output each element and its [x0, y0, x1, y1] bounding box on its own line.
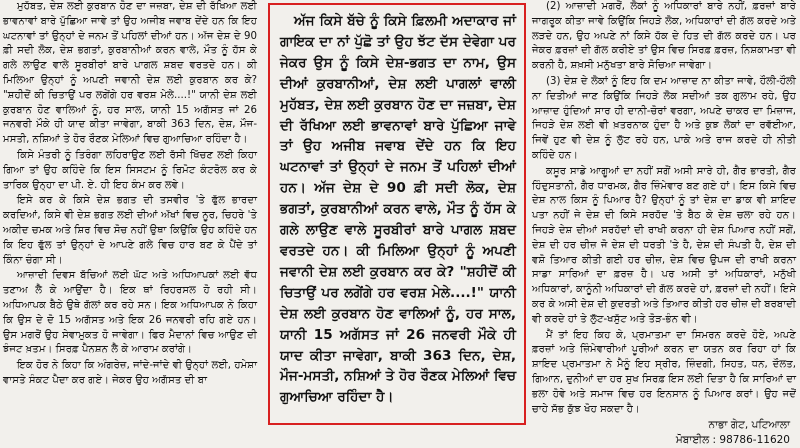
left-paragraph-5: ਇਕ ਹੋਰ ਨੇ ਕਿਹਾ ਕਿ ਅੰਗਰੇਜ਼, ਜਾਂਦੇ-ਜਾਂਦੇ ਵੀ ਉਨ੍ਹਾਂ ਲਈ, ਹਮੇਸ਼ਾ ਵਾਸਤੇ ਸੰਕਟ ਪੈਦਾ ਕਰ ਗਏ। ਜੇਕਰ ਉਹ ਅਗੱਸਤ ਦੀ ਬਾ: [3, 360, 257, 386]
right-paragraph-1: (2) ਆਜ਼ਾਦੀ ਮਗਰੋਂ, ਲੋਕਾਂ ਨੂੰ ਅਧਿਕਾਰਾਂ ਬਾਰੇ ਨਹੀਂ, ਫ਼ਰਜ਼ਾਂ ਬਾਰੇ ਜਾਗਰੂਕ ਕੀਤਾ ਜਾਵੇ ਕਿਉਂਕਿ ਜਿਹੜੇ ਲੋਕ, ਅਧਿਕਾਰਾਂ ਦੀ ਗੱਲ ਕਰਦੇ ਅਤੇ ਲੜਦੇ ਹਨ, ਉਹ ਅਪਣੇ ਨਾਂ ਕਿਸੇ ਹੱਕ ਦੇ ਹਿਤ ਦੀ ਗੱਲ ਕਰਦੇ ਹਨ। ਪਰ ਜੇਕਰ ਫ਼ਰਜ਼ਾਂ ਦੀ ਗੱਲ ਕਰੀਏ ਤਾਂ ਉਸ ਵਿਚ ਸਿਰਫ਼ ਫ਼ਰਜ਼, ਨਿਸ਼ਕਾਮਤਾ ਵੀ ਕਰਨੀ ਹੈ, ਸ਼ਖ਼ਸੀ ਮਨੁੱਖਤਾ ਬਾਰੇ ਸੋਚਿਆ ਜਾਵੇਗਾ।: [532, 1, 796, 72]
author-place: ਨਾਭਾ ਗੇਟ, ਪਟਿਆਲਾ: [708, 419, 790, 432]
left-paragraph-1: ਮੁਹੱਬਤ, ਦੇਸ਼ ਲਈ ਕੁਰਬਾਨ ਹੋਣ ਦਾ ਜਜ਼ਬਾ, ਦੇਸ਼ ਦੀ ਰੱਖਿਆ ਲਈ ਭਾਵਨਾਵਾਂ ਬਾਰੇ ਪੁੱਛਿਆ ਜਾਵੇ ਤਾਂ ਉਹ ਅਜੀਬ ਜਵਾਬ ਦੇਂਦੇ ਹਨ ਕਿ ਇਹ ਘਟਨਾਵਾਂ ਤਾਂ ਉਨ੍ਹਾਂ ਦੇ ਜਨਮ ਤੋਂ ਪਹਿਲਾਂ ਦੀਆਂ ਹਨ। ਅੱਜ ਦੇਸ਼ ਦੇ 90 ਫ਼ੀ ਸਦੀ ਲੋਕ, ਦੇਸ਼ ਭਗਤਾਂ, ਕੁਰਬਾਨੀਆਂ ਕਰਨ ਵਾਲੇ, ਮੌਤ ਨੂੰ ਹੱਸ ਕੇ ਗਲੇ ਲਾਉਣ ਵਾਲੇ ਸੂਰਬੀਰਾਂ ਬਾਰੇ ਪਾਗਲ ਸ਼ਬਦ ਵਰਤਦੇ ਹਨ। ਕੀ ਮਿਲਿਆ ਉਨ੍ਹਾਂ ਨੂੰ ਅਪਣੀ ਜਵਾਨੀ ਦੇਸ਼ ਲਈ ਕੁਰਬਾਨ ਕਰ ਕੇ? "ਸ਼ਹੀਦੋਂ ਕੀ ਚਿਤਾਉਂ ਪਰ ਲਗੇਂਗੇ ਹਰ ਵਰਸ਼ ਮੇਲੇ....!" ਯਾਨੀ ਦੇਸ਼ ਲਈ ਕੁਰਬਾਨ ਹੋਣ ਵਾਲਿਆਂ ਨੂੰ, ਹਰ ਸਾਲ, ਯਾਨੀ 15 ਅਗੱਸਤ ਜਾਂ 26 ਜਨਵਰੀ ਮੌਕੇ ਹੀ ਯਾਦ ਕੀਤਾ ਜਾਵੇਗਾ, ਬਾਕੀ 363 ਦਿਨ, ਦੇਸ਼, ਮੌਜ-ਮਸਤੀ, ਨਸ਼ਿਆਂ ਤੇ ਹੋਰ ਰੌਣਕ ਮੇਲਿਆਂ ਵਿਚ ਗੁਆਚਿਆ ਰਹਿੰਦਾ ਹੈ।: [3, 1, 257, 146]
highlight-box: [268, 3, 526, 425]
right-paragraph-4: ਮੈਂ ਤਾਂ ਇਹ ਕਿਹ ਕੇ, ਪ੍ਰਮਾਤਮਾ ਦਾ ਸਿਮਰਨ ਕਰਦੇ ਹੋਏ, ਅਪਣੇ ਫ਼ਰਜ਼ਾਂ ਅਤੇ ਜ਼ਿੰਮੇਵਾਰੀਆਂ ਪੂਰੀਆਂ ਕਰਨ ਦਾ ਯਤਨ ਕਰ ਰਿਹਾ ਹਾਂ ਕਿ ਸ਼ਾਇਦ ਪ੍ਰਮਾਤਮਾ ਨੇ ਮੈਨੂੰ ਇਹ ਸ੍ਰੀਰ, ਜ਼ਿੰਦਗੀ, ਸਿਹਤ, ਧਨ, ਦੌਲਤ, ਗਿਆਨ, ਦੁਨੀਆਂ ਦਾ ਹਰ ਸੁਖ ਸਿਰਫ਼ ਇਸ ਲਈ ਦਿਤਾ ਹੈ ਕਿ ਸਾਰਿਆਂ ਦਾ ਭਲਾ ਹੋਵੇ ਅਤੇ ਸਮਾਜ ਵਿਚ ਹਰ ਇਨਸਾਨ ਨੂੰ ਪਿਆਰ ਕਰਾਂ। ਉਹ ਜਦੋਂ ਚਾਹੇ ਸੱਭ ਕੁੱਝ ਖੋਹ ਸਕਦਾ ਹੈ।: [532, 329, 796, 415]
author-signature: [532, 418, 790, 448]
right-paragraph-3: ਕਸੂਰ ਸਾਡੇ ਆਗੂਆਂ ਦਾ ਨਹੀਂ ਸਗੋਂ ਅਸੀ ਸਾਰੇ ਹੀ, ਗੈਰ ਭਾਰਤੀ, ਗੈਰ ਹਿੰਦੁਸਤਾਨੀ, ਗੈਰ ਧਾਰਮਕ, ਗੈਰ ਜ਼ਿੰਮੇਵਾਰ ਬਣ ਗਏ ਹਾਂ। ਇਸ ਕਿਸੇ ਵਿਚ ਦੇਸ਼ ਨਾਲ ਕਿਸ ਨੂੰ ਪਿਆਰ ਹੈ? ਉਨ੍ਹਾਂ ਨੂੰ ਤਾਂ ਦੇਸ਼ ਦਾ ਡਾਕ ਵੀ ਸ਼ਾਇਦ ਪਤਾ ਨਹੀਂ ਜੇ ਦੇਸ਼ ਦੀ ਕਿਸੇ ਸਰਹੱਦ 'ਤੇ ਬੈਠ ਕੇ ਦੇਸ਼ ਚਲਾ ਰਹੇ ਹਨ। ਜਿਹੜੇ ਦੇਸ਼ ਦੀਆਂ ਸਰਹੱਦਾਂ ਦੀ ਰਾਖੀ ਕਰਨਾ ਹੀ ਦੇਸ਼ ਪਿਆਰ ਨਹੀਂ ਸਗੋਂ, ਦੇਸ਼ ਦੀ ਹਰ ਚੀਜ਼ ਜੋ ਦੇਸ਼ ਦੀ ਧਰਤੀ 'ਤੇ ਹੈ, ਦੇਸ਼ ਦੀ ਸੰਪਤੀ ਹੈ, ਦੇਸ਼ ਦੀ ਵਸ਼ੋ ਤਿਆਰ ਕੀਤੀ ਗਈ ਹਰ ਚੀਜ਼, ਦੇਸ਼ ਵਿਚ ਉਪਜ ਦੀ ਰਾਖੀ ਕਰਨਾ ਸਾਡਾ ਸਾਰਿਆਂ ਦਾ ਫ਼ਰਜ਼ ਹੈ। ਪਰ ਅਸੀ ਤਾਂ ਅਧਿਕਾਰਾਂ, ਮਨੁੱਖੀ ਅਧਿਕਾਰਾਂ, ਕਾਨੂੰਨੀ ਅਧਿਕਾਰਾਂ ਦੀ ਗੱਲ ਕਰਦੇ ਹਾਂ, ਫ਼ਰਜ਼ਾਂ ਦੀ ਨਹੀਂ। ਇਸੇ ਕਰ ਕੇ ਅਸੀ ਦੇਸ਼ ਦੀ ਕੁਦਰਤੀ ਅਤੇ ਤਿਆਰ ਕੀਤੀ ਹਰ ਚੀਜ਼ ਦੀ ਬਰਬਾਦੀ ਵੀ ਕਰਦੇ ਹਾਂ ਤੇ ਲੁੱਟ-ਖਸੁੱਟ ਅਤੇ ਤੋੜ-ਭੰਨ ਵੀ।: [532, 165, 796, 325]
right-column: [532, 0, 796, 447]
left-paragraph-2: ਕਿਸੇ ਮੰਤਰੀ ਨੂੰ ਤਿਰੰਗਾ ਲਹਿਰਾਉਣ ਲਈ ਰੱਸੀ ਖਿੱਚਣ ਲਈ ਕਿਹਾ ਗਿਆ ਤਾਂ ਉਹ ਕਹਿੰਦੇ ਕਿ ਇਸ ਸਿਸਟਮ ਨੂੰ ਰਿਮੋਟ ਕੰਟਰੋਲ ਕਰ ਕੇ ਤਾਰਿਕ ਉਨ੍ਹਾ ਦਾ ਪੀ. ਏ. ਹੀ ਇਹ ਕੰਮ ਕਰ ਲਵੇ।: [3, 149, 257, 191]
author-mobile: ਮੋਬਾਈਲ : 98786-11620: [675, 434, 790, 447]
left-paragraph-4: ਆਜ਼ਾਦੀ ਦਿਵਸ ਬੱਚਿਆਂ ਲਈ ਘੱਟ ਅਤੇ ਅਧਿਆਪਕਾਂ ਲਈ ਵੱਧ ਤਣਾਅ ਲੈ ਕੇ ਆਉਂਦਾ ਹੈ। ਇਕ ਥਾਂ ਰਿਹਰਸਲ ਹੋ ਰਹੀ ਸੀ। ਅਧਿਆਪਕ ਬੈਠੇ ਉਥੇ ਗੱਲਾਂ ਕਰ ਰਹੇ ਸਨ। ਇਕ ਅਧਿਆਪਕ ਨੇ ਕਿਹਾ ਕਿ ਉਸ ਦੇ ਦੋ 15 ਅਗੱਸਤ ਅਤੇ ਇਕ 26 ਜਨਵਰੀ ਰਹਿ ਗਏ ਹਨ। ਉਸ ਮਗਰੋਂ ਉਹ ਸੇਵਾਮੁਕਤ ਹੋ ਜਾਵੇਗਾ। ਫਿਰ ਮੈਦਾਨਾਂ ਵਿਚ ਆਉਣ ਦੀ ਝੰਜਟ ਖ਼ਤਮ। ਸਿਰਫ਼ ਪੈਨਸ਼ਨ ਲੈ ਕੇ ਆਰਾਮ ਕਰਾਂਗੇ।: [3, 270, 257, 356]
left-paragraph-3: ਇਸੇ ਕਰ ਕੇ ਕਿਸੇ ਦੇਸ਼ ਭਗਤ ਦੀ ਤਸਵੀਰ 'ਤੇ ਫੁੱਲ ਭਾਰਦਾ ਕਰਦਿਆਂ, ਕਿਸੇ ਵੀ ਦੇਸ਼ ਭਗਤ ਲਈ ਦੀਆਂ ਅੱਖਾਂ ਵਿਚ ਨੂਰ, ਚਿਹਰੇ 'ਤੇ ਅਕੀਦ ਚਮਕ ਅਤੇ ਸ਼ਿਰ ਵਿਚ ਸੋਚ ਨਹੀਂ ਉਥਾ ਕਿਉਂਕਿ ਉਹ ਕਹਿੰਦੇ ਹਨ ਕਿ ਇਹ ਫੁੱਲ ਤਾਂ ਉਨ੍ਹਾਂ ਦੇ ਆਪਣੇ ਗਲੇ ਵਿਚ ਹਾਰ ਬਣ ਕੇ ਪੈਂਦੇ ਤਾਂ ਕਿੰਨਾ ਚੰਗਾ ਸੀ।: [3, 195, 257, 266]
left-column: [3, 0, 257, 430]
highlight-quote: ਅੱਜ ਕਿਸੇ ਬੱਚੇ ਨੂੰ ਕਿਸੇ ਫ਼ਿਲਮੀ ਅਦਾਕਾਰ ਜਾਂ ਗਾਇਕ ਦਾ ਨਾਂ ਪੁੱਛੋ ਤਾਂ ਉਹ ਝੱਟ ਦੱਸ ਦੇਵੇਗਾ ਪਰ ਜੇਕਰ ਉਸ ਨੂੰ ਕਿਸੇ ਦੇਸ਼-ਭਗਤ ਦਾ ਨਾਮ, ਉਸ ਦੀਆਂ ਕੁਰਬਾਨੀਆਂ, ਦੇਸ਼ ਲਈ ਪਾਗਲਾਂ ਵਾਲੀ ਮੁਹੱਬਤ, ਦੇਸ਼ ਲਈ ਕੁਰਬਾਨ ਹੋਣ ਦਾ ਜਜ਼ਬਾ, ਦੇਸ਼ ਦੀ ਰੱਖਿਆ ਲਈ ਭਾਵਨਾਵਾਂ ਬਾਰੇ ਪੁੱਛਿਆ ਜਾਵੇ ਤਾਂ ਉਹ ਅਜੀਬ ਜਵਾਬ ਦੇਂਦੇ ਹਨ ਕਿ ਇਹ ਘਟਨਾਵਾਂ ਤਾਂ ਉਨ੍ਹਾਂ ਦੇ ਜਨਮ ਤੋਂ ਪਹਿਲਾਂ ਦੀਆਂ ਹਨ। ਅੱਜ ਦੇਸ਼ ਦੇ 90 ਫ਼ੀ ਸਦੀ ਲੋਕ, ਦੇਸ਼ ਭਗਤਾਂ, ਕੁਰਬਾਨੀਆਂ ਕਰਨ ਵਾਲੇ, ਮੌਤ ਨੂੰ ਹੱਸ ਕੇ ਗਲੇ ਲਾਉਣ ਵਾਲੇ ਸੂਰਬੀਰਾਂ ਬਾਰੇ ਪਾਗਲ ਸ਼ਬਦ ਵਰਤਦੇ ਹਨ। ਕੀ ਮਿਲਿਆ ਉਨ੍ਹਾਂ ਨੂੰ ਅਪਣੀ ਜਵਾਨੀ ਦੇਸ਼ ਲਈ ਕੁਰਬਾਨ ਕਰ ਕੇ? "ਸ਼ਹੀਦੋਂ ਕੀ ਚਿਤਾਉਂ ਪਰ ਲਗੇਂਗੇ ਹਰ ਵਰਸ਼ ਮੇਲੇ....!" ਯਾਨੀ ਦੇਸ਼ ਲਈ ਕੁਰਬਾਨ ਹੋਣ ਵਾਲਿਆਂ ਨੂੰ, ਹਰ ਸਾਲ, ਯਾਨੀ 15 ਅਗੱਸਤ ਜਾਂ 26 ਜਨਵਰੀ ਮੌਕੇ ਹੀ ਯਾਦ ਕੀਤਾ ਜਾਵੇਗਾ, ਬਾਕੀ 363 ਦਿਨ, ਦੇਸ਼, ਮੌਜ-ਮਸਤੀ, ਨਸ਼ਿਆਂ ਤੇ ਹੋਰ ਰੌਣਕ ਮੇਲਿਆਂ ਵਿਚ ਗੁਆਚਿਆ ਰਹਿੰਦਾ ਹੈ।: [280, 13, 516, 406]
right-paragraph-2: (3) ਦੇਸ਼ ਦੇ ਲੋਕਾਂ ਨੂੰ ਇਹ ਕਿ ਦਮ ਆਜ਼ਾਦ ਨਾ ਕੀਤਾ ਜਾਵੇ, ਹੌਲੀ-ਹੌਲੀ ਨਾ ਦਿਤੀਆਂ ਜਾਣ ਕਿਉਂਕਿ ਜਿਹੜੇ ਲੋਕ ਸਦੀਆਂ ਤਕ ਗੁਲਾਮ ਰਹੇ, ਉਹ ਆਜ਼ਾਦ ਹੁੰਦਿਆਂ ਸਾਰ ਹੀ ਦਾਨੀ-ਚੋਰਾਂ ਵਰਗਾ, ਅਪਣੇ ਚਾਕਰ ਦਾ ਮਿਜ਼ਾਜ, ਜਿਹੜੇ ਦੇਸ਼ ਲਈ ਵੀ ਖ਼ਤਰਨਾਕ ਹੁੰਦਾ ਹੈ ਅਤੇ ਕੁਝ ਲੋਕਾਂ ਦਾ ਰਵੱਈਆ, ਜਿਵੇਂ ਹੁਣ ਵੀ ਦੇਸ਼ ਨੂੰ ਲੁੱਟ ਰਹੇ ਹਨ, ਪਾਕੇ ਅਤੇ ਰਾਜ ਕਰਦੇ ਹੀ ਨੀਤੀ ਕਹਿੰਦੇ ਹਨ।: [532, 75, 796, 161]
